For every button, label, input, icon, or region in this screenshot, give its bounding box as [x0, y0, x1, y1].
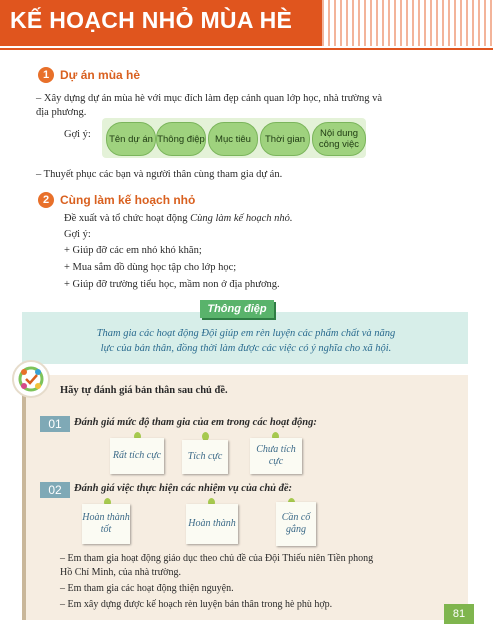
section-2-intro-activity: Cùng làm kế hoạch nhỏ.	[190, 213, 293, 224]
statement: – Em tham gia hoạt động giáo dục theo chủ đề của Đội Thiếu niên Tiền phong	[60, 553, 374, 564]
statement: – Em tham gia các hoạt động thiện nguyện.	[60, 583, 234, 594]
section-2-item: + Giúp đỡ trường tiểu học, mầm non ở địa phương.	[64, 279, 280, 290]
rating-option[interactable]: Rất tích cực	[110, 438, 164, 474]
section-2-hint-label: Gợi ý:	[64, 229, 91, 240]
rating-option[interactable]: Hoàn thành	[186, 504, 238, 544]
section-2-intro	[64, 212, 293, 226]
page-title: KẾ HOẠCH NHỎ MÙA HÈ	[10, 7, 293, 33]
message-line-2: lực của bản thân, đồng thời làm được các việc có ý nghĩa cho xã hội.	[100, 343, 392, 354]
section-1-hint-label: Gợi ý:	[64, 129, 91, 140]
section-1-title: Dự án mùa hè	[60, 68, 141, 82]
team-hands-icon	[12, 360, 50, 398]
header-stripes	[322, 0, 493, 46]
section-2-intro-text: Đề xuất và tổ chức hoạt động	[64, 213, 191, 224]
hint-pill-message: Thông điệp	[156, 122, 206, 156]
question-2-text: Đánh giá việc thực hiện các nhiệm vụ của chủ đề:	[74, 483, 293, 494]
hint-pill-time: Thời gian	[260, 122, 310, 156]
question-2-number: 02	[40, 482, 70, 498]
hint-pill-goal: Mục tiêu	[208, 122, 258, 156]
section-2-item: + Giúp đỡ các em nhỏ khó khăn;	[64, 245, 202, 256]
header-rule	[0, 48, 493, 50]
question-1-number: 01	[40, 416, 70, 432]
message-line-1: Tham gia các hoạt động Đội giúp em rèn luyện các phẩm chất và năng	[96, 328, 396, 339]
rating-option[interactable]: Chưa tích cực	[250, 438, 302, 474]
assessment-title: Hãy tự đánh giá bản thân sau chủ đề.	[60, 385, 228, 396]
statement: Hồ Chí Minh, của nhà trường.	[60, 567, 181, 578]
self-assessment-border	[22, 375, 26, 620]
message-label: Thông điệp	[200, 300, 274, 318]
section-1-badge: 1	[38, 67, 54, 83]
rating-option[interactable]: Hoàn thành tốt	[82, 504, 130, 544]
section-2-badge: 2	[38, 192, 54, 208]
page-number: 81	[444, 604, 474, 624]
section-2-title: Cùng làm kế hoạch nhỏ	[60, 193, 196, 207]
rating-option[interactable]: Cần cố gắng	[276, 502, 316, 546]
section-1-bullet-1-line-2: địa phương.	[36, 107, 87, 118]
question-1-text: Đánh giá mức độ tham gia của em trong các hoạt động:	[74, 417, 317, 428]
statement: – Em xây dựng được kế hoạch rèn luyện bản thân trong hè phù hợp.	[60, 599, 333, 610]
section-2-item: + Mua sắm đồ dùng học tập cho lớp học;	[64, 262, 237, 273]
hint-pill-content: Nội dung công việc	[312, 122, 366, 156]
rating-option[interactable]: Tích cực	[182, 440, 228, 474]
message-text	[36, 326, 456, 356]
section-1-bullet-1-line-1: – Xây dựng dự án mùa hè với mục đích làm đẹp cảnh quan lớp học, nhà trường và	[36, 93, 383, 104]
hint-pill-name: Tên dự án	[106, 122, 156, 156]
section-1-bullet-2: – Thuyết phục các bạn và người thân cùng tham gia dự án.	[36, 169, 283, 180]
